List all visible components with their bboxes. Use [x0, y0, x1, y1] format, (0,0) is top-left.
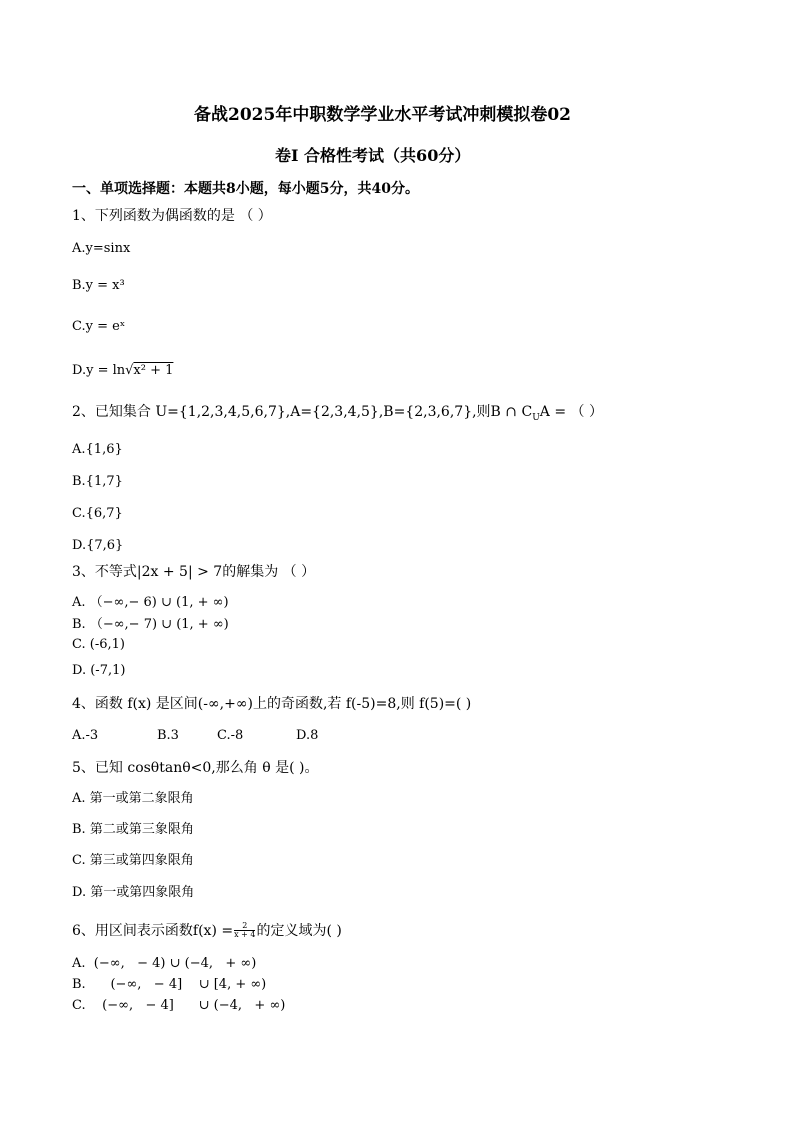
exam-title: 备战2025年中职数学学业水平考试冲刺模拟卷02 — [194, 105, 571, 125]
question-1-option-d — [72, 364, 173, 377]
question-1-option-d-radicand: x² + 1 — [133, 363, 174, 378]
question-1-option-c: C.y = eˣ — [72, 319, 126, 334]
question-1-option-b: B.y = x³ — [72, 278, 125, 293]
question-2-stem-main: 2、已知集合 U={1,2,3,4,5,6,7},A={2,3,4,5},B={2,3,6,7},则B ∩ C — [72, 404, 533, 420]
question-3-option-b: B. （−∞,− 7) ∪ (1, + ∞) — [72, 617, 229, 632]
question-6-option-b: B. (−∞, − 4] ∪ [4, + ∞) — [72, 977, 267, 992]
question-2-stem-end: A = （ ） — [539, 404, 603, 420]
question-2-option-c: C.{6,7} — [72, 506, 123, 521]
question-2-stem — [72, 405, 603, 423]
question-2-stem-subscript: U — [532, 412, 540, 423]
question-6-stem-post: 的定义域为( ) — [256, 922, 342, 939]
question-1-option-a: A.y=sinx — [72, 241, 131, 256]
question-6-fraction-numerator: 2 — [234, 922, 255, 931]
section-heading: 一、单项选择题：本题共8小题，每小题5分，共40分。 — [72, 181, 419, 197]
question-1-option-d-prefix: D.y = ln√ — [72, 363, 134, 378]
question-6-fraction — [234, 922, 255, 940]
question-4-option-d: D.8 — [296, 728, 319, 743]
question-3-stem: 3、不等式|2x + 5| > 7的解集为 （ ） — [72, 564, 316, 580]
question-6-stem-pre: 6、用区间表示函数f(x) = — [72, 922, 234, 939]
question-2-option-b: B.{1,7} — [72, 474, 123, 489]
question-3-option-c: C. (-6,1) — [72, 637, 125, 652]
question-5-option-b: B. 第二或第三象限角 — [72, 822, 194, 837]
question-5-option-d: D. 第一或第四象限角 — [72, 885, 195, 900]
question-3-option-d: D. (-7,1) — [72, 663, 126, 678]
question-5-stem: 5、已知 cosθtanθ<0,那么角 θ 是( )。 — [72, 760, 319, 776]
exam-subtitle: 卷Ⅰ 合格性考试（共60分） — [275, 146, 471, 165]
question-3-option-a: A. （−∞,− 6) ∪ (1, + ∞) — [72, 595, 229, 610]
question-4-stem: 4、函数 f(x) 是区间(-∞,+∞)上的奇函数,若 f(-5)=8,则 f(5)=( ) — [72, 696, 472, 712]
question-6-option-c: C. (−∞, − 4] ∪ (−4, + ∞) — [72, 998, 286, 1013]
question-4-option-b: B.3 — [157, 728, 179, 743]
question-6-stem — [72, 922, 342, 940]
question-5-option-c: C. 第三或第四象限角 — [72, 853, 194, 868]
question-4-option-a: A.-3 — [72, 728, 99, 743]
question-1-stem: 1、下列函数为偶函数的是 （ ） — [72, 208, 272, 224]
question-2-option-a: A.{1,6} — [72, 442, 123, 457]
question-4-option-c: C.-8 — [217, 728, 244, 743]
question-6-fraction-denominator: x + 4 — [234, 930, 256, 940]
question-5-option-a: A. 第一或第二象限角 — [72, 791, 194, 806]
question-2-option-d: D.{7,6} — [72, 538, 124, 553]
question-6-option-a: A. (−∞, − 4) ∪ (−4, + ∞) — [72, 956, 257, 971]
